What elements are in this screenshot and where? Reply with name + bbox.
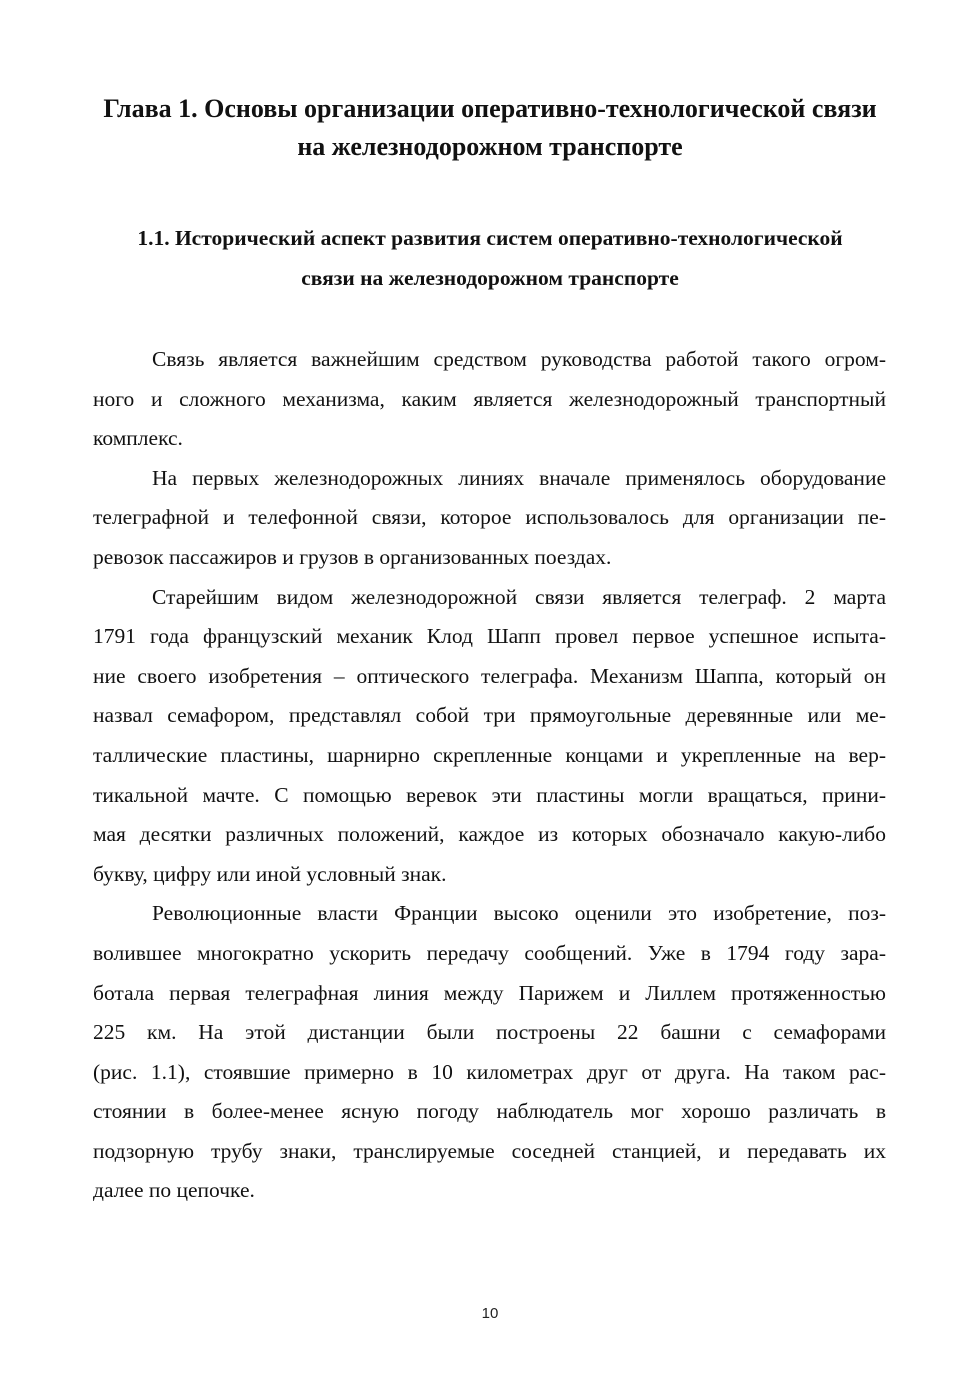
text-line: тикальной мачте. С помощью веревок эти пластины могли вращаться, прини- — [93, 782, 886, 807]
text-line: ного и сложного механизма, каким является железнодорожный транспортный — [93, 386, 886, 411]
paragraph — [93, 578, 886, 895]
text-line: Революционные власти Франции высоко оценили это изобретение, поз- — [152, 901, 886, 926]
text-line: ботала первая телеграфная линия между Парижем и Лиллем протяженностью — [93, 980, 886, 1005]
text-line: 225 км. На этой дистанции были построены 22 башни с семафорами — [93, 1020, 886, 1045]
chapter-title-line: Глава 1. Основы организации оперативно-технологической связи — [103, 94, 877, 123]
text-line: 1791 года французский механик Клод Шапп провел первое успешное испыта- — [93, 624, 886, 649]
text-line: (рис. 1.1), стоявшие примерно в 10 километрах друг от друга. На таком рас- — [93, 1059, 886, 1084]
text-line: Старейшим видом железнодорожной связи является телеграф. 2 марта — [152, 584, 886, 609]
text-line: назвал семафором, представлял собой три прямоугольные деревянные или ме- — [93, 703, 886, 728]
text-line: комплекс. — [93, 426, 183, 451]
text-line: подзорную трубу знаки, транслируемые соседней станцией, и передавать их — [93, 1138, 886, 1163]
paragraph — [93, 340, 886, 459]
paragraph — [93, 894, 886, 1211]
text-line: букву, цифру или иной условный знак. — [93, 861, 447, 886]
text-line: ние своего изобретения – оптического телеграфа. Механизм Шаппа, который он — [93, 663, 886, 688]
page-number: 10 — [481, 1305, 499, 1322]
text-line: таллические пластины, шарнирно скрепленные концами и укрепленные на вер- — [93, 742, 886, 767]
text-line: На первых железнодорожных линиях вначале применялось оборудование — [152, 465, 886, 490]
body-text — [93, 340, 886, 1211]
text-line: Связь является важнейшим средством руководства работой такого огром- — [152, 347, 886, 371]
text-line: ревозок пассажиров и грузов в организованных поездах. — [93, 544, 612, 569]
section-title — [92, 218, 888, 298]
section-title-line: связи на железнодорожном транспорте — [301, 266, 679, 290]
text-line: далее по цепочке. — [93, 1178, 255, 1203]
chapter-title-line: на железнодорожном транспорте — [297, 132, 683, 161]
text-line: мая десятки различных положений, каждое из которых обозначало какую-либо — [93, 822, 886, 847]
text-line: волившее многократно ускорить передачу сообщений. Уже в 1794 году зара- — [93, 940, 886, 965]
text-line: стоянии в более-менее ясную погоду наблюдатель мог хорошо различать в — [93, 1099, 886, 1124]
section-title-line: 1.1. Исторический аспект развития систем оперативно-технологической — [137, 226, 843, 250]
chapter-title — [80, 90, 900, 166]
text-line: телеграфной и телефонной связи, которое использовалось для организации пе- — [93, 505, 886, 530]
paragraph — [93, 459, 886, 578]
